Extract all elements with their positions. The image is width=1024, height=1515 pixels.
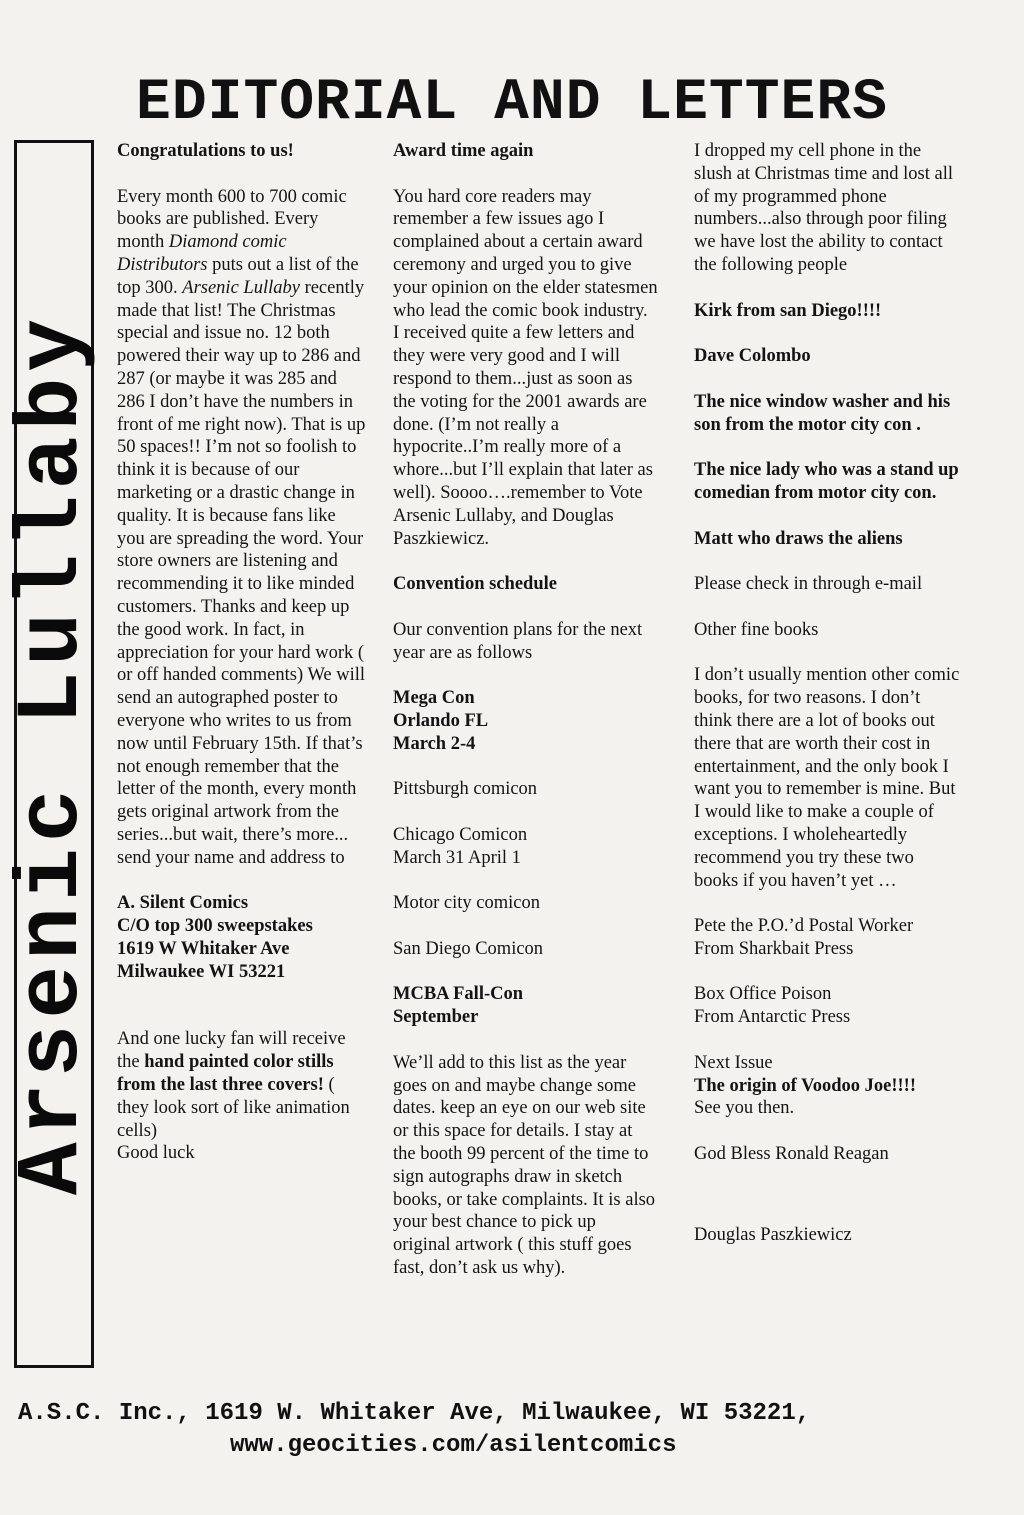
prize-announcement: And one lucky fan will receive the hand painted color stills from the last three covers! ( they look sort of like animation cells) Good luck <box>117 1029 350 1164</box>
lost-contact: The nice lady who was a stand up comedian from motor city con. <box>694 460 959 503</box>
convention-event: Pittsburgh comicon <box>393 779 538 800</box>
page-title: EDITORIAL AND LETTERS <box>136 71 888 136</box>
publisher-address: A.S.C. Inc., 1619 W. Whitaker Ave, Milwaukee, WI 53221, <box>18 1400 811 1427</box>
website-url: www.geocities.com/asilentcomics <box>230 1432 677 1459</box>
congratulations-body: Every month 600 to 700 comic books are published. Every month Diamond comic Distributors puts out a list of the top 300. Arsenic Lullaby recently made that list! The Christmas special and issue no. 12 both powered their way up to 286 and 287 (or maybe it was 285 and 286 I don’t have the numbers in front of me right now). That is up 50 spaces!! I’m not so foolish to think it is because of our marketing or a drastic change in quality. It is because fans like you are spreading the word. Your store owners are listening and recommending it to like minded customers. Thanks and keep up the good work. In fact, in appreciation for your hard work ( or off handed comments) We will send an autographed poster to everyone who writes to us from now until February 15th. If that’s not enough remember that the letter of the month, every month gets original artwork from the series...but wait, there’s more... send your name and address to <box>117 186 366 868</box>
convention-event: Motor city comicon <box>393 893 540 914</box>
convention-event: MCBA Fall-Con September <box>393 984 524 1028</box>
awards-body: You hard core readers may remember a few issues ago I complained about a certain award ceremony and urged you to give your opinion on the elder statesmen who lead the comic book industry. I received quite a few letters and they were very good and I will respond to them...just as soon as the voting for the 2001 awards are done. (I’m not really a hypocrite..I’m really more of a whore...but I’ll explain that later as well). Soooo….remember to Vote Arsenic Lullaby, and Douglas Paszkiewicz. <box>393 186 658 549</box>
recommended-book: Pete the P.O.’d Postal Worker From Sharkbait Press <box>694 916 914 959</box>
lost-contact: Matt who draws the aliens <box>694 528 903 549</box>
column-congratulations <box>117 140 367 1188</box>
publisher-footer <box>0 1398 960 1462</box>
column-awards-conventions <box>393 140 658 1303</box>
convention-event: Chicago Comicon March 31 April 1 <box>393 824 528 868</box>
lost-contact: Kirk from san Diego!!!! <box>694 300 882 321</box>
books-body: I don’t usually mention other comic books, for two reasons. I don’t think there are a lot of books out there that are worth their cost in entertainment, and the only book I want you to remember is mine. But I would like to make a couple of exceptions. I wholeheartedly recommend you try these two books if you haven’t yet … <box>694 665 960 891</box>
books-heading: Other fine books <box>694 619 819 640</box>
lost-contacts-intro: I dropped my cell phone in the slush at Christmas time and lost all of my programmed phone numbers...also through poor filing we have lost the ability to contact the following people <box>694 141 953 275</box>
convention-event: San Diego Comicon <box>393 938 544 959</box>
mailing-address: A. Silent Comics C/O top 300 sweepstakes 1619 W Whitaker Ave Milwaukee WI 53221 <box>117 893 313 982</box>
sidebar-title: Arsenic Lullaby <box>4 312 103 1196</box>
awards-heading: Award time again <box>393 141 534 161</box>
convention-closing: We’ll add to this list as the year goes on and maybe change some dates. keep an eye on our web site or this space for details. I stay at the booth 99 percent of the time to sign autographs draw in sketch books, or take complaints. It is also your best chance to pick up original artwork ( this stuff goes fast, don’t ask us why). <box>393 1052 656 1279</box>
series-sidebar <box>4 140 103 1368</box>
lost-contact: Dave Colombo <box>694 346 811 367</box>
convention-intro: Our convention plans for the next year are as follows <box>393 619 643 663</box>
column-contacts-books <box>694 140 960 1269</box>
closing-line: God Bless Ronald Reagan <box>694 1144 889 1165</box>
congratulations-heading: Congratulations to us! <box>117 141 294 161</box>
next-issue: Next Issue The origin of Voodoo Joe!!!! See you then. <box>694 1052 916 1119</box>
lost-contact: The nice window washer and his son from the motor city con . <box>694 391 951 435</box>
convention-event: Mega Con Orlando FL March 2-4 <box>393 688 489 754</box>
email-request: Please check in through e-mail <box>694 574 923 595</box>
signature: Douglas Paszkiewicz <box>694 1224 852 1245</box>
convention-heading: Convention schedule <box>393 574 557 595</box>
recommended-book: Box Office Poison From Antarctic Press <box>694 984 851 1028</box>
